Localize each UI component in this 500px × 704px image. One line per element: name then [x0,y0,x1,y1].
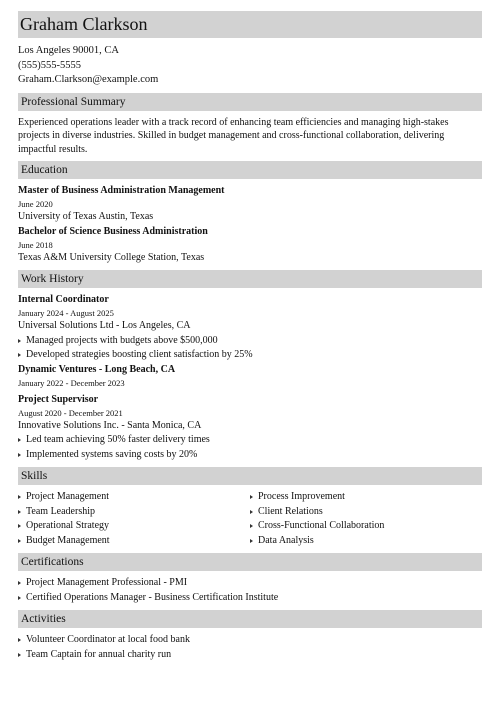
skill-text: Budget Management [26,534,110,546]
job-entry [18,363,482,389]
section-title: Certifications [21,556,84,568]
activities-list [18,633,482,662]
skill-text: Process Improvement [258,491,345,502]
skill-text: Project Management [26,491,110,502]
certification-text: Project Management Professional - PMI [26,577,188,588]
list-item [250,534,482,549]
section-title: Work History [21,273,84,285]
candidate-name: Graham Clarkson [20,14,148,34]
bullet-icon [250,539,253,543]
bullet-icon [18,524,21,528]
job-title: Internal Coordinator [18,294,109,305]
activity-text: Team Captain for annual charity run [26,648,172,660]
bullet-icon [18,495,21,499]
list-item [18,591,482,606]
section-title: Activities [21,613,66,625]
skill-text: Team Leadership [26,505,95,517]
bullet-text: Led team achieving 50% faster delivery times [26,434,210,445]
bullet-icon [250,510,253,514]
job-date: January 2022 - December 2023 [18,377,125,388]
section-header-skills [18,467,482,485]
section-header-work [18,270,482,288]
certification-text: Certified Operations Manager - Business Certification Institute [26,591,279,603]
list-item [250,490,482,505]
section-title: Skills [21,470,48,482]
bullet-icon [18,438,21,442]
section-header-certifications [18,553,482,571]
degree-title: Master of Business Administration Management [18,185,225,196]
bullet-icon [18,581,21,585]
name-header [18,11,482,38]
bullet-icon [18,539,21,543]
list-item [18,505,250,520]
education-entry [18,225,482,266]
education-entry [18,184,482,225]
skills-grid [18,490,482,548]
bullet-icon [18,596,21,600]
list-item [250,519,482,534]
section-header-education [18,161,482,179]
skills-column-left [18,490,250,548]
skill-text: Client Relations [258,505,323,517]
bullet-icon [18,453,21,457]
bullet-icon [18,638,21,642]
list-item [18,448,482,463]
summary-text: Experienced operations leader with a track record of enhancing team efficiencies and managing high-stakes projects in diverse industries. Skilled in budget management and cross-functional collaboration, delivering impactful results. [18,116,449,155]
bullet-icon [250,524,253,528]
list-item [18,633,482,648]
school-name: Texas A&M University College Station, Texas [18,251,205,263]
list-item [18,433,482,448]
activity-text: Volunteer Coordinator at local food bank [26,634,190,645]
list-item [18,519,250,534]
skills-column-right [250,490,482,548]
degree-title: Bachelor of Science Business Administration [18,225,208,237]
list-item [18,334,482,349]
list-item [250,505,482,520]
job-entry [18,393,482,463]
contact-phone: (555)555-5555 [18,59,81,71]
job-date: August 2020 - December 2021 [18,407,123,418]
skill-text: Cross-Functional Collaboration [258,520,385,531]
section-title: Education [21,164,68,176]
degree-date: June 2018 [18,239,53,250]
bullet-icon [18,353,21,357]
job-company: Innovative Solutions Inc. - Santa Monica, CA [18,419,202,431]
section-header-activities [18,610,482,628]
degree-date: June 2020 [18,199,53,209]
bullet-icon [18,653,21,657]
list-item [18,348,482,363]
job-date: January 2024 - August 2025 [18,308,114,318]
bullet-icon [18,339,21,343]
job-entry [18,293,482,363]
job-title: Project Supervisor [18,393,99,405]
bullet-text: Managed projects with budgets above $500,000 [26,334,218,346]
skill-text: Data Analysis [258,534,314,546]
section-header-summary [18,93,482,111]
skill-text: Operational Strategy [26,520,110,531]
bullet-icon [18,510,21,514]
list-item [18,534,250,549]
list-item [18,648,482,663]
school-name: University of Texas Austin, Texas [18,211,154,222]
contact-block [18,44,482,88]
section-title: Professional Summary [21,95,126,108]
bullet-text: Developed strategies boosting client satisfaction by 25% [26,349,253,360]
list-item [18,576,482,591]
job-title: Dynamic Ventures - Long Beach, CA [18,363,176,375]
bullet-text: Implemented systems saving costs by 20% [26,448,198,460]
certifications-list [18,576,482,605]
contact-location: Los Angeles 90001, CA [18,45,119,56]
job-company: Universal Solutions Ltd - Los Angeles, CA [18,320,191,331]
contact-email: Graham.Clarkson@example.com [18,74,159,85]
list-item [18,490,250,505]
bullet-icon [250,495,253,499]
